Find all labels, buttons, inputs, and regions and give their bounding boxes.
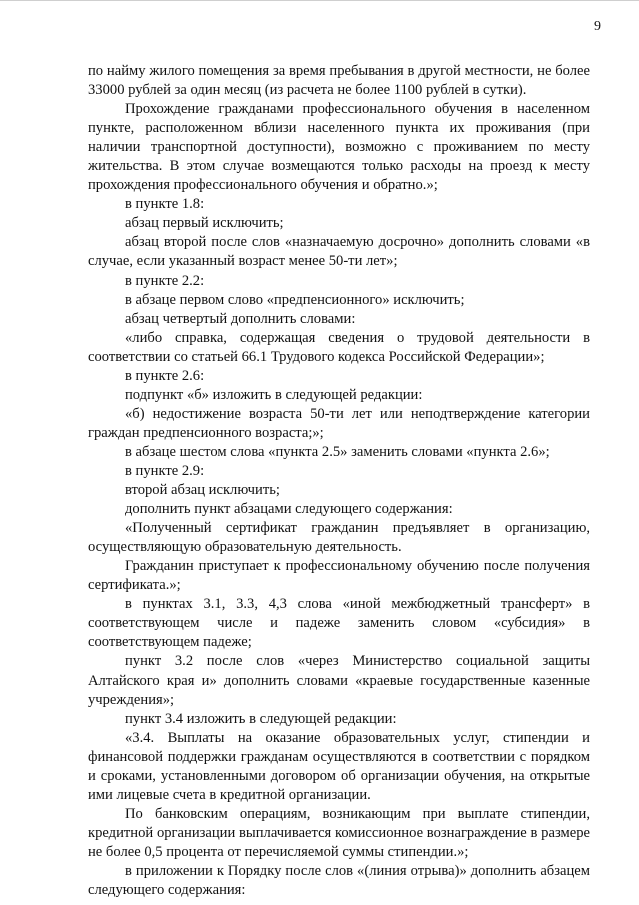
paragraph: абзац первый исключить; [125, 215, 284, 232]
paragraph: «3.4. Выплаты на оказание образовательных услуг, стипендии и финансовой поддержки гражданам осуществляются в соответствии с порядком и сроками, установленными договором об организации обучения, на открытые ими лицевые счета в кредитной организации. [88, 729, 590, 803]
paragraph: абзац второй после слов «назначаемую досрочно» дополнить словами «в случае, если указанный возраст менее 50-ти лет»; [88, 234, 590, 270]
paragraph: в пунктах 3.1, 3.3, 4,3 слова «иной межбюджетный трансферт» в соответствующем числе и падеже заменить словом «субсидия» в соответствующем падеже; [88, 596, 590, 651]
paragraph: «либо справка, содержащая сведения о трудовой деятельности в соответствии со статьей 66.1 Трудового кодекса Российской Федерации»; [88, 329, 590, 365]
paragraph: «б) недостижение возраста 50-ти лет или неподтверждение категории граждан предпенсионного возраста;»; [88, 405, 590, 441]
paragraph: дополнить пункт абзацами следующего содержания: [125, 501, 453, 518]
paragraph: Прохождение гражданами профессионального обучения в населенном пункте, расположенном вблизи населенного пункта их проживания (при наличии транспортной доступности), возможно с проживанием по месту жительства. В этом случае возмещаются только расходы на проезд к месту прохождения профессионального обучения и обратно.»; [88, 101, 590, 194]
paragraph: в абзаце первом слово «предпенсионного» исключить; [125, 291, 465, 308]
paragraph: по найму жилого помещения за время пребывания в другой местности, не более 33000 рублей за один месяц (из расчета не более 1100 рублей в сутки). [88, 63, 590, 99]
paragraph: Гражданин приступает к профессиональному обучению после получения сертификата.»; [88, 558, 590, 594]
paragraph: в приложении к Порядку после слов «(линия отрыва)» дополнить абзацем следующего содержания: [88, 862, 590, 899]
paragraph: в пункте 2.2: [125, 272, 205, 289]
paragraph: абзац четвертый дополнить словами: [125, 310, 356, 327]
page-top-border [0, 0, 639, 1]
paragraph: в пункте 2.6: [125, 367, 205, 384]
paragraph: в абзаце шестом слова «пункта 2.5» заменить словами «пункта 2.6»; [125, 443, 550, 460]
paragraph: подпункт «б» изложить в следующей редакции: [125, 386, 423, 403]
paragraph: По банковским операциям, возникающим при выплате стипендии, кредитной организации выплачивается комиссионное вознаграждение в размере не более 0,5 процента от перечисляемой суммы стипендии.»; [88, 805, 590, 860]
paragraph: второй абзац исключить; [125, 482, 280, 499]
paragraph: пункт 3.2 после слов «через Министерство социальной защиты Алтайского края и» дополнить словами «краевые государственные казенные учреждения»; [88, 653, 590, 708]
paragraph: в пункте 1.8: [125, 196, 205, 213]
paragraph: пункт 3.4 изложить в следующей редакции: [125, 710, 397, 727]
paragraph: «Полученный сертификат гражданин предъявляет в организацию, осуществляющую образовательную деятельность. [88, 520, 590, 556]
page-number: 9 [594, 19, 601, 34]
document-body [88, 62, 590, 900]
paragraph: в пункте 2.9: [125, 462, 205, 479]
